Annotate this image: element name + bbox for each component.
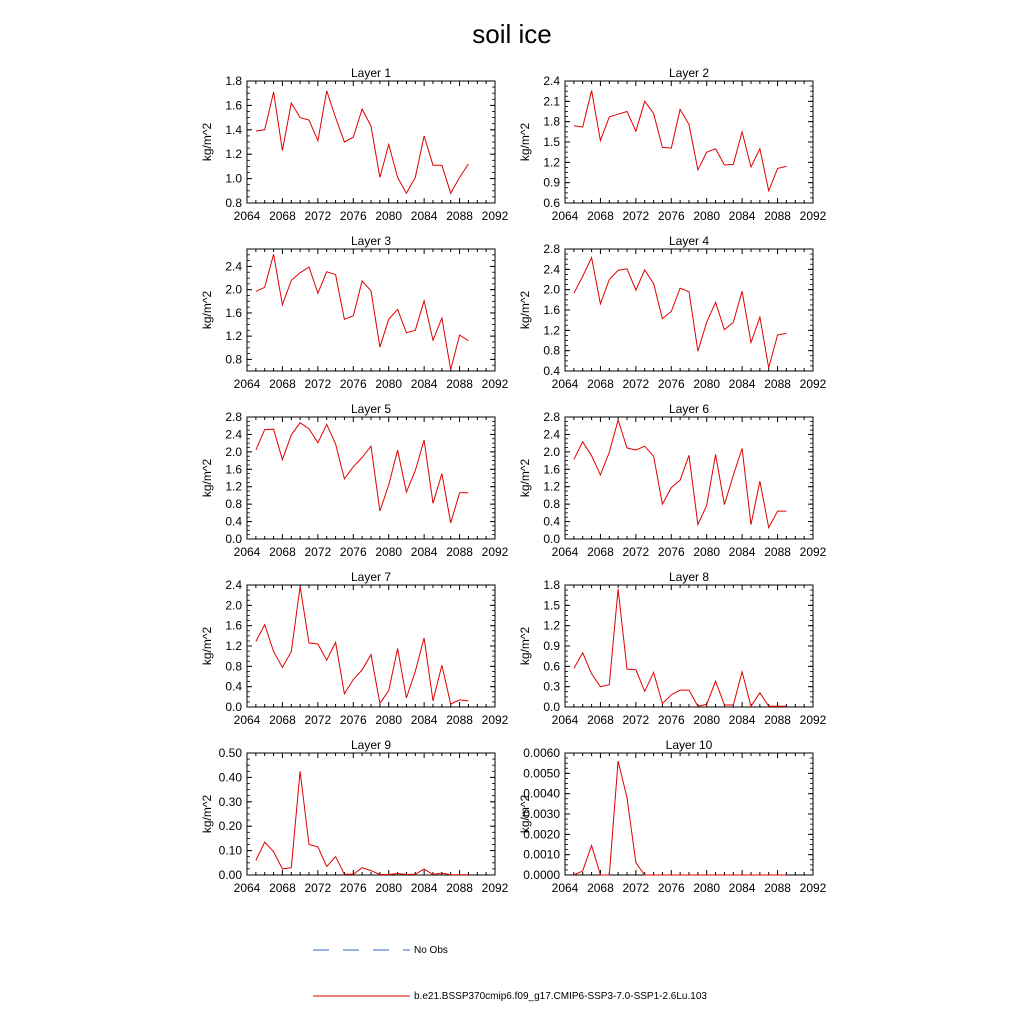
x-tick-label: 2072 xyxy=(622,713,650,727)
x-tick-label: 2088 xyxy=(764,545,791,559)
y-tick-label: 0.8 xyxy=(543,497,560,512)
x-tick-label: 2068 xyxy=(269,545,296,559)
x-tick-label: 2080 xyxy=(375,377,403,391)
panel-layer-8 xyxy=(518,570,827,727)
y-tick-label: 1.2 xyxy=(225,479,242,494)
y-tick-label: 0.00 xyxy=(218,868,242,882)
x-tick-label: 2084 xyxy=(728,545,756,559)
panel-title: Layer 4 xyxy=(668,234,710,248)
y-tick-label: 1.6 xyxy=(543,303,560,317)
y-tick-label: 2.4 xyxy=(543,74,560,88)
y-tick-label: 2.8 xyxy=(543,410,560,424)
panel-layer-3 xyxy=(200,234,509,391)
y-axis-label: kg/m^2 xyxy=(518,626,532,666)
y-tick-label: 2.4 xyxy=(543,427,560,442)
x-tick-label: 2064 xyxy=(551,545,579,559)
x-tick-label: 2088 xyxy=(446,545,473,559)
y-axis-label: kg/m^2 xyxy=(200,290,214,330)
y-tick-label: 0.8 xyxy=(225,659,242,674)
y-tick-label: 2.8 xyxy=(225,410,242,424)
y-axis-label: kg/m^2 xyxy=(200,794,214,834)
x-tick-label: 2064 xyxy=(233,377,261,391)
series-line xyxy=(574,589,787,706)
x-tick-label: 2084 xyxy=(410,545,438,559)
x-tick-label: 2092 xyxy=(481,209,509,223)
x-tick-label: 2064 xyxy=(551,209,579,223)
y-tick-label: 0.30 xyxy=(218,794,242,809)
x-tick-label: 2084 xyxy=(728,377,756,391)
panel-layer-6 xyxy=(518,402,827,559)
x-tick-label: 2092 xyxy=(481,713,509,727)
y-tick-label: 1.2 xyxy=(225,329,242,344)
x-tick-label: 2076 xyxy=(339,209,367,223)
y-tick-label: 2.1 xyxy=(543,94,560,109)
x-tick-label: 2092 xyxy=(481,881,509,895)
y-tick-label: 2.4 xyxy=(543,262,560,277)
y-tick-label: 0.0040 xyxy=(523,786,560,801)
y-axis-label: kg/m^2 xyxy=(200,458,214,498)
y-tick-label: 0.9 xyxy=(543,639,560,653)
panel-title: Layer 5 xyxy=(350,402,392,416)
panel-layer-9 xyxy=(200,738,509,895)
y-tick-label: 2.0 xyxy=(225,598,242,613)
y-tick-label: 0.20 xyxy=(218,819,242,834)
x-tick-label: 2072 xyxy=(622,881,650,895)
x-tick-label: 2064 xyxy=(233,881,261,895)
y-tick-label: 0.4 xyxy=(543,514,560,529)
x-tick-label: 2072 xyxy=(304,713,332,727)
panel-title: Layer 9 xyxy=(350,738,392,752)
y-tick-label: 1.6 xyxy=(225,618,242,633)
x-tick-label: 2088 xyxy=(764,377,791,391)
x-tick-label: 2076 xyxy=(657,545,685,559)
x-tick-label: 2072 xyxy=(304,545,332,559)
x-tick-label: 2084 xyxy=(728,209,756,223)
x-tick-label: 2072 xyxy=(622,545,650,559)
x-tick-label: 2080 xyxy=(693,545,721,559)
y-tick-label: 1.0 xyxy=(225,171,242,186)
x-tick-label: 2068 xyxy=(587,209,614,223)
series-line xyxy=(256,587,469,705)
plot-frame xyxy=(565,753,813,875)
x-tick-label: 2088 xyxy=(764,713,791,727)
y-tick-label: 1.2 xyxy=(543,479,560,494)
x-tick-label: 2084 xyxy=(410,209,438,223)
y-tick-label: 0.0050 xyxy=(523,766,560,781)
y-tick-label: 0.6 xyxy=(543,196,560,210)
x-tick-label: 2080 xyxy=(375,209,403,223)
y-tick-label: 0.9 xyxy=(543,175,560,190)
y-tick-label: 1.2 xyxy=(225,147,242,162)
series-line xyxy=(256,254,469,370)
x-tick-label: 2072 xyxy=(304,209,332,223)
x-tick-label: 2080 xyxy=(693,209,721,223)
y-tick-label: 0.4 xyxy=(225,679,242,694)
x-tick-label: 2068 xyxy=(269,713,296,727)
y-tick-label: 1.2 xyxy=(543,323,560,338)
x-tick-label: 2080 xyxy=(693,881,721,895)
panel-title: Layer 2 xyxy=(668,66,710,80)
x-tick-label: 2064 xyxy=(551,377,579,391)
panel-title: Layer 10 xyxy=(665,738,713,752)
panel-title: Layer 6 xyxy=(668,402,710,416)
figure-title: soil ice xyxy=(472,19,552,49)
panel-title: Layer 8 xyxy=(668,570,710,584)
x-tick-label: 2076 xyxy=(339,545,367,559)
x-tick-label: 2088 xyxy=(446,209,473,223)
y-tick-label: 2.8 xyxy=(543,242,560,256)
x-tick-label: 2072 xyxy=(622,377,650,391)
y-tick-label: 1.8 xyxy=(225,74,242,88)
series-line xyxy=(574,761,787,875)
panel-title: Layer 1 xyxy=(350,66,392,80)
panel-title: Layer 7 xyxy=(350,570,392,584)
series-line xyxy=(574,420,787,528)
x-tick-label: 2068 xyxy=(587,713,614,727)
legend-label-model-run: b.e21.BSSP370cmip6.f09_g17.CMIP6-SSP3-7.0-SSP1-2.6Lu.103 xyxy=(414,991,707,1002)
plot-frame xyxy=(565,417,813,539)
series-line xyxy=(574,91,787,191)
x-tick-label: 2072 xyxy=(304,881,332,895)
x-tick-label: 2076 xyxy=(657,209,685,223)
x-tick-label: 2088 xyxy=(764,209,791,223)
y-axis-label: kg/m^2 xyxy=(518,290,532,330)
y-tick-label: 1.2 xyxy=(543,155,560,170)
y-tick-label: 1.2 xyxy=(543,618,560,633)
x-tick-label: 2084 xyxy=(728,881,756,895)
series-line xyxy=(256,91,469,193)
y-tick-label: 1.2 xyxy=(225,639,242,653)
y-tick-label: 0.8 xyxy=(225,352,242,367)
x-tick-label: 2084 xyxy=(410,881,438,895)
x-tick-label: 2092 xyxy=(799,377,827,391)
x-tick-label: 2076 xyxy=(657,713,685,727)
y-tick-label: 0.50 xyxy=(218,746,242,760)
x-tick-label: 2088 xyxy=(764,881,791,895)
plot-frame xyxy=(247,585,495,707)
x-tick-label: 2064 xyxy=(551,881,579,895)
x-tick-label: 2068 xyxy=(269,377,296,391)
x-tick-label: 2080 xyxy=(375,545,403,559)
x-tick-label: 2072 xyxy=(622,209,650,223)
x-tick-label: 2080 xyxy=(693,377,721,391)
x-tick-label: 2076 xyxy=(339,713,367,727)
x-tick-label: 2076 xyxy=(339,377,367,391)
panel-layer-5 xyxy=(200,402,509,559)
plot-frame xyxy=(565,81,813,203)
y-tick-label: 0.0000 xyxy=(523,868,560,882)
panel-layer-1 xyxy=(200,66,509,223)
y-tick-label: 1.8 xyxy=(543,578,560,592)
x-tick-label: 2088 xyxy=(446,881,473,895)
y-axis-label: kg/m^2 xyxy=(518,458,532,498)
y-tick-label: 2.0 xyxy=(543,282,560,297)
y-tick-label: 0.0 xyxy=(543,700,560,714)
y-tick-label: 1.6 xyxy=(225,462,242,477)
x-tick-label: 2092 xyxy=(799,545,827,559)
y-axis-label: kg/m^2 xyxy=(200,122,214,162)
y-tick-label: 1.6 xyxy=(543,462,560,477)
x-tick-label: 2076 xyxy=(657,881,685,895)
y-tick-label: 0.0060 xyxy=(523,746,560,760)
y-tick-label: 1.6 xyxy=(225,305,242,320)
y-tick-label: 0.4 xyxy=(225,514,242,529)
y-axis-label: kg/m^2 xyxy=(200,626,214,666)
y-tick-label: 2.4 xyxy=(225,427,242,442)
x-tick-label: 2068 xyxy=(587,545,614,559)
y-tick-label: 0.0 xyxy=(225,700,242,714)
y-axis-label: kg/m^2 xyxy=(518,794,532,834)
panel-layer-2 xyxy=(518,66,827,223)
x-tick-label: 2084 xyxy=(728,713,756,727)
y-tick-label: 1.5 xyxy=(543,135,560,149)
x-tick-label: 2064 xyxy=(233,545,261,559)
y-tick-label: 2.4 xyxy=(225,578,242,592)
x-tick-label: 2084 xyxy=(410,713,438,727)
y-tick-label: 0.4 xyxy=(543,364,560,378)
series-line xyxy=(256,423,469,523)
y-tick-label: 1.5 xyxy=(543,598,560,613)
y-tick-label: 0.6 xyxy=(543,659,560,674)
y-tick-label: 2.0 xyxy=(543,444,560,459)
y-tick-label: 1.6 xyxy=(225,98,242,113)
x-tick-label: 2092 xyxy=(481,545,509,559)
legend-label-no-obs: No Obs xyxy=(414,945,448,956)
x-tick-label: 2068 xyxy=(587,881,614,895)
x-tick-label: 2072 xyxy=(304,377,332,391)
x-tick-label: 2064 xyxy=(233,713,261,727)
y-tick-label: 0.0 xyxy=(225,532,242,546)
panel-layer-10 xyxy=(518,738,827,895)
y-tick-label: 0.8 xyxy=(225,497,242,512)
plot-frame xyxy=(247,417,495,539)
panel-layer-4 xyxy=(518,234,827,391)
series-line xyxy=(574,258,787,368)
x-tick-label: 2064 xyxy=(551,713,579,727)
y-tick-label: 0.40 xyxy=(218,770,242,785)
x-tick-label: 2092 xyxy=(799,209,827,223)
x-tick-label: 2092 xyxy=(799,881,827,895)
x-tick-label: 2076 xyxy=(657,377,685,391)
panel-title: Layer 3 xyxy=(350,234,392,248)
y-tick-label: 2.0 xyxy=(225,444,242,459)
y-tick-label: 0.0 xyxy=(543,532,560,546)
y-tick-label: 2.4 xyxy=(225,259,242,274)
series-line xyxy=(256,771,469,875)
y-tick-label: 0.8 xyxy=(543,343,560,358)
x-tick-label: 2068 xyxy=(587,377,614,391)
y-tick-label: 0.10 xyxy=(218,843,242,858)
y-tick-label: 1.8 xyxy=(543,114,560,129)
plot-frame xyxy=(247,249,495,371)
y-tick-label: 0.8 xyxy=(225,196,242,210)
y-tick-label: 0.3 xyxy=(543,679,560,694)
y-tick-label: 0.0030 xyxy=(523,807,560,821)
x-tick-label: 2068 xyxy=(269,881,296,895)
panels xyxy=(200,66,827,895)
x-tick-label: 2084 xyxy=(410,377,438,391)
x-tick-label: 2064 xyxy=(233,209,261,223)
x-tick-label: 2092 xyxy=(481,377,509,391)
y-axis-label: kg/m^2 xyxy=(518,122,532,162)
plot-frame xyxy=(247,753,495,875)
x-tick-label: 2088 xyxy=(446,713,473,727)
y-tick-label: 1.4 xyxy=(225,122,242,137)
plot-frame xyxy=(565,249,813,371)
legend xyxy=(313,945,707,1002)
panel-layer-7 xyxy=(200,570,509,727)
x-tick-label: 2068 xyxy=(269,209,296,223)
x-tick-label: 2080 xyxy=(375,713,403,727)
x-tick-label: 2092 xyxy=(799,713,827,727)
y-tick-label: 0.0010 xyxy=(523,847,560,862)
y-tick-label: 0.0020 xyxy=(523,827,560,842)
y-tick-label: 2.0 xyxy=(225,282,242,297)
x-tick-label: 2080 xyxy=(375,881,403,895)
x-tick-label: 2080 xyxy=(693,713,721,727)
x-tick-label: 2076 xyxy=(339,881,367,895)
x-tick-label: 2088 xyxy=(446,377,473,391)
plot-frame xyxy=(565,585,813,707)
